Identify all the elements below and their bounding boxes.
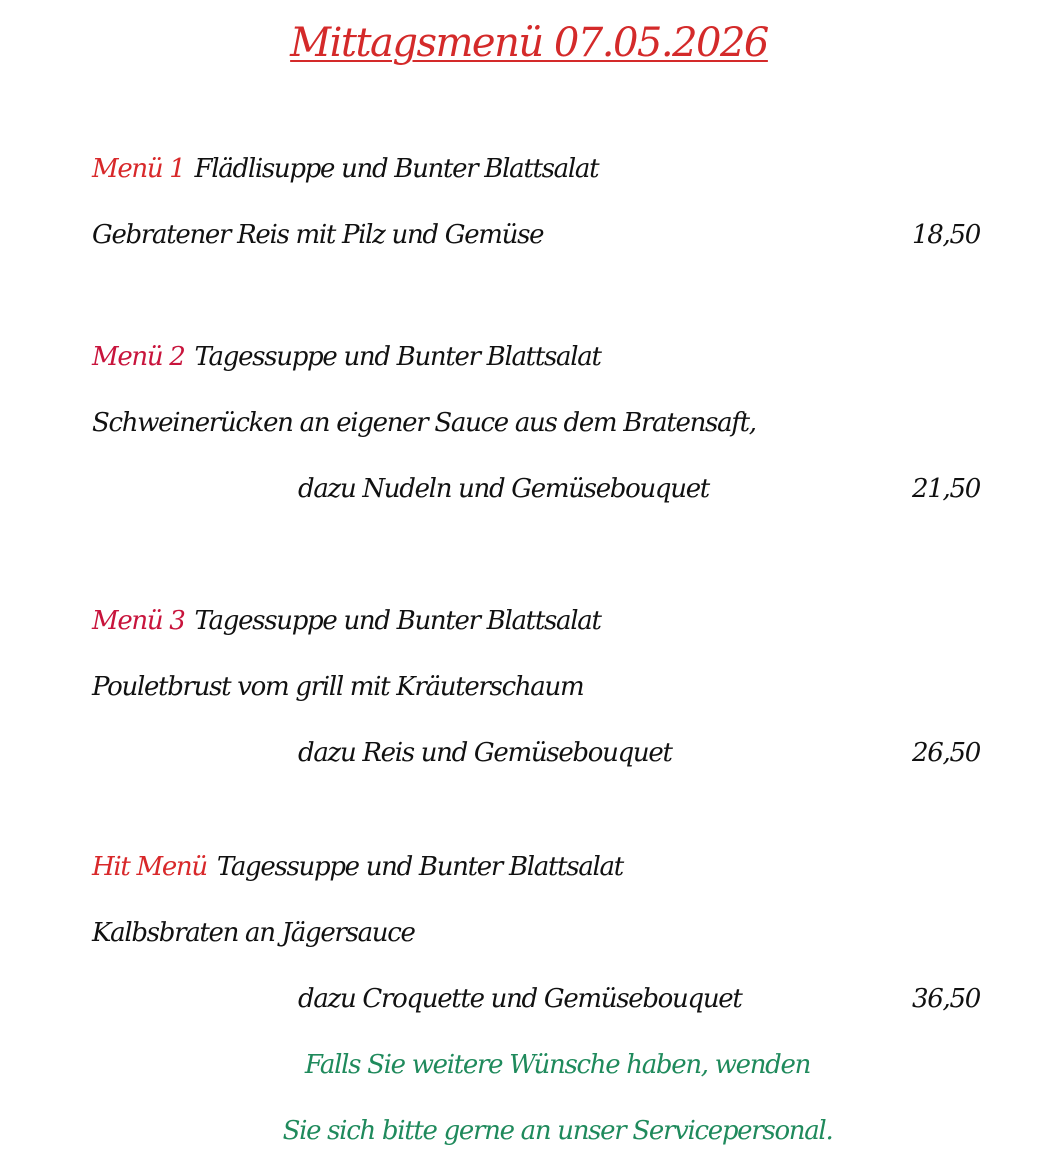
- menu-3-price: 26,50: [912, 738, 980, 768]
- menu-2-header: [92, 340, 601, 374]
- hit-menu-main: Kalbsbraten an Jägersauce: [92, 918, 415, 948]
- menu-3-label: Menü 3: [92, 606, 185, 636]
- menu-1-price: 18,50: [912, 220, 980, 250]
- hit-menu-header: [92, 850, 623, 884]
- menu-1-header: [92, 152, 598, 186]
- service-note-line-1: Falls Sie weitere Wünsche haben, wenden: [304, 1050, 811, 1080]
- menu-3-side: dazu Reis und Gemüsebouquet: [298, 738, 672, 768]
- menu-1-starter: Flädlisuppe und Bunter Blattsalat: [194, 154, 599, 184]
- hit-menu-label: Hit Menü: [92, 852, 207, 882]
- service-note-line-2: Sie sich bitte gerne an unser Servicepersonal.: [282, 1116, 833, 1146]
- hit-menu-side: dazu Croquette und Gemüsebouquet: [298, 984, 742, 1014]
- menu-2-side: dazu Nudeln und Gemüsebouquet: [298, 474, 709, 504]
- menu-1-main: Gebratener Reis mit Pilz und Gemüse: [92, 220, 544, 250]
- menu-2-label: Menü 2: [92, 342, 185, 372]
- menu-3-main: Pouletbrust vom grill mit Kräuterschaum: [92, 672, 584, 702]
- menu-2-main: Schweinerücken an eigener Sauce aus dem Bratensaft,: [92, 408, 756, 438]
- page-title: Mittagsmenü 07.05.2026: [290, 20, 768, 66]
- menu-2-starter: Tagessuppe und Bunter Blattsalat: [194, 342, 601, 372]
- hit-menu-starter: Tagessuppe und Bunter Blattsalat: [216, 852, 623, 882]
- menu-3-starter: Tagessuppe und Bunter Blattsalat: [194, 606, 601, 636]
- hit-menu-price: 36,50: [912, 984, 980, 1014]
- menu-1-label: Menü 1: [92, 154, 185, 184]
- menu-3-header: [92, 604, 601, 638]
- menu-2-price: 21,50: [912, 474, 980, 504]
